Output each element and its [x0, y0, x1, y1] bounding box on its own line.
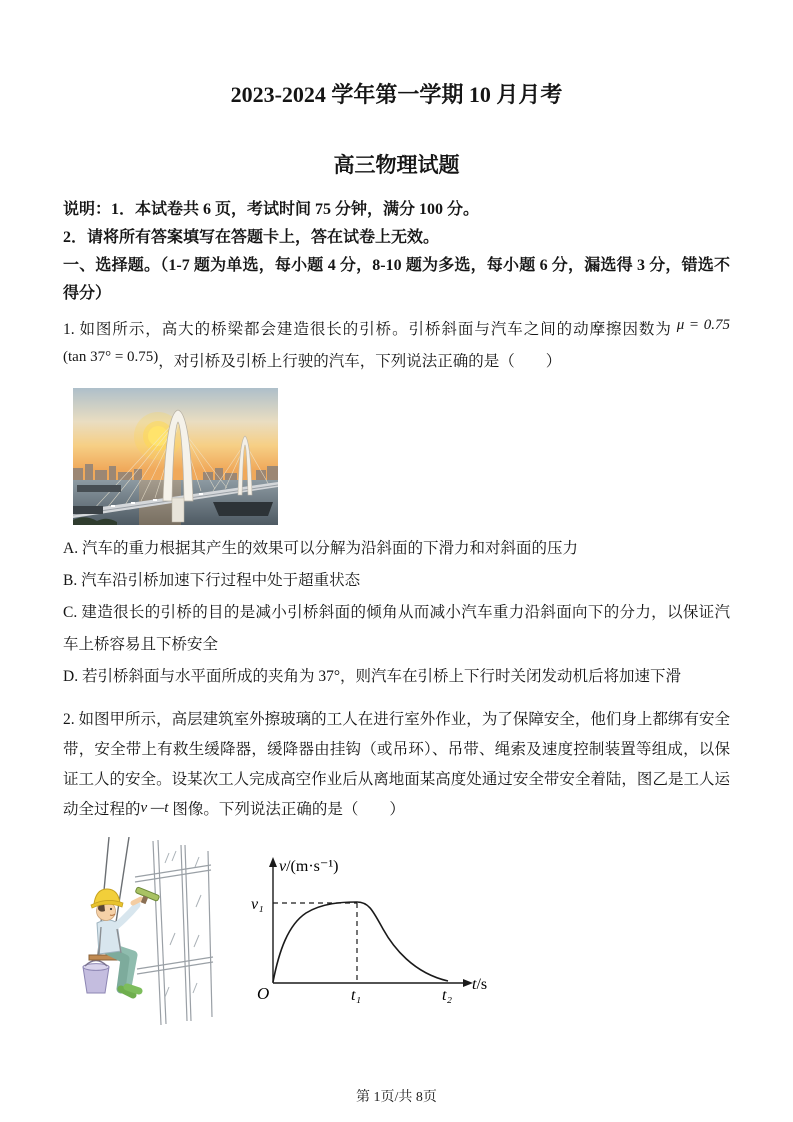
exam-subtitle: 高三物理试题	[333, 153, 460, 177]
question-2-stem-end: 图像。下列说法正确的是（ ）	[172, 801, 405, 818]
option-a-text: 汽车的重力根据其产生的效果可以分解为沿斜面的下滑力和对斜面的压力	[81, 540, 578, 557]
option-c-label: C.	[63, 604, 78, 621]
vt-formula: v —t	[140, 800, 169, 816]
option-b	[63, 565, 730, 597]
option-b-label: B.	[63, 572, 78, 589]
instruction-line-1: 说明：1．本试卷共 6 页，考试时间 75 分钟，满分 100 分。	[63, 201, 480, 218]
page-footer: 第 1页/共 8页	[356, 1090, 437, 1105]
bridge-photo-graphic	[73, 388, 278, 525]
bridge-photo	[73, 388, 278, 525]
question-1-options	[63, 533, 730, 693]
vt-graph	[245, 851, 487, 1011]
option-a-label: A.	[63, 540, 79, 557]
question-2-stem: 2. 如图甲所示，高层建筑室外擦玻璃的工人在进行室外作业，为了保障安全，他们身上都绑有安全带，安全带上有救生缓降器，缓降器由挂钩（或吊环）、吊带、绳索及速度控制装置等组成，以保证工人的安全。设某次工人完成高空作业后从离地面某高度处通过安全带安全着陆，图乙是工人运动全过程的	[63, 711, 730, 818]
worker-hand	[133, 899, 141, 903]
tan-formula: (tan 37° = 0.75)	[63, 349, 159, 365]
worker-illustration	[65, 837, 217, 1029]
option-c	[63, 597, 730, 661]
ship	[213, 502, 273, 516]
worker-illustration-graphic	[65, 837, 217, 1029]
v1-label: v₁	[251, 896, 264, 913]
worker-legs	[105, 947, 139, 995]
question-1-stem-end: ，对引桥及引桥上行驶的汽车，下列说法正确的是（ ）	[158, 353, 562, 370]
y-axis-label: v/(m·s⁻¹)	[279, 858, 339, 875]
question-1-text	[63, 314, 730, 378]
question-2-text	[63, 705, 730, 825]
bucket	[83, 961, 109, 994]
t1-label: t₁	[351, 987, 362, 1004]
origin-label: O	[257, 984, 270, 1003]
question-1-stem: 1. 如图所示，高大的桥梁都会建造很长的引桥。引桥斜面与汽车之间的动摩擦因数为	[63, 321, 672, 338]
mu-formula: μ = 0.75	[676, 317, 730, 333]
option-d-text: 若引桥斜面与水平面所成的夹角为 37°，则汽车在引桥上下行时关闭发动机后将加速下滑	[81, 668, 682, 685]
option-b-text: 汽车沿引桥加速下行过程中处于超重状态	[81, 572, 361, 589]
option-d	[63, 661, 730, 693]
option-c-text: 建造很长的引桥的目的是减小引桥斜面的倾角从而减小汽车重力沿斜面向下的分力，以保证汽车上桥容易且下桥安全	[63, 604, 730, 653]
window-wall	[135, 840, 213, 1025]
section-header: 一、选择题。（1-7 题为单选，每小题 4 分，8-10 题为多选，每小题 6 分，漏选得 3 分，错选不得分）	[63, 257, 730, 302]
option-a	[63, 533, 730, 565]
velocity-curve	[273, 902, 448, 982]
barge	[77, 485, 121, 492]
question-2-figures	[65, 837, 730, 1029]
vt-graph-graphic	[245, 851, 487, 1011]
x-axis-label: t/s	[472, 976, 487, 993]
page-title: 2023-2024 学年第一学期 10 月月考	[230, 82, 563, 107]
instruction-line-2: 2．请将所有答案填写在答题卡上，答在试卷上无效。	[63, 229, 440, 246]
t2-label: t₂	[442, 987, 453, 1004]
y-axis-arrow	[269, 857, 277, 867]
option-d-label: D.	[63, 668, 79, 685]
